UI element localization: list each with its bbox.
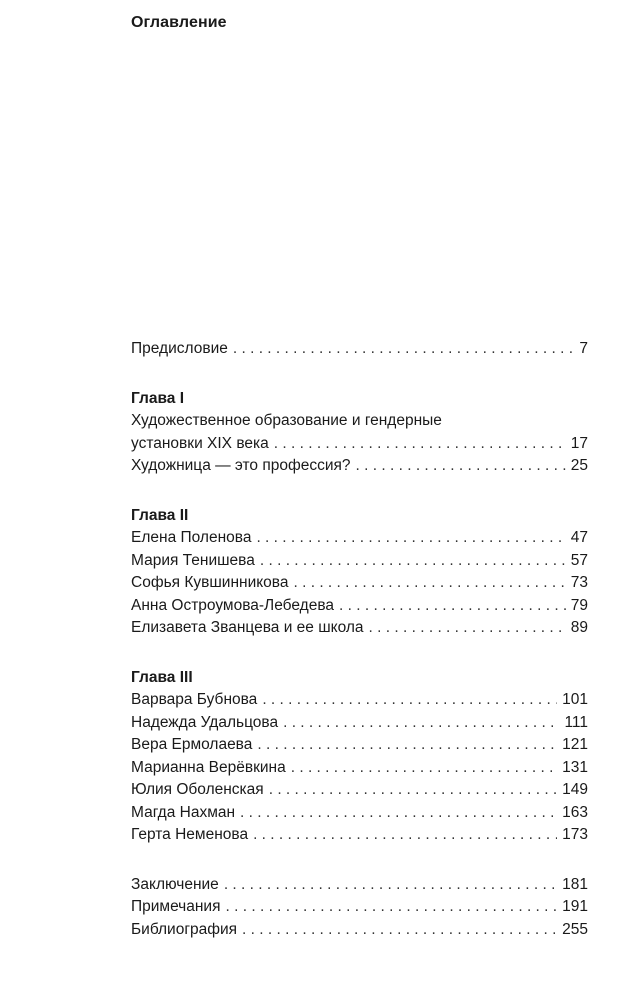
toc-entry-page: 173 <box>562 826 588 843</box>
toc-entry-title: Варвара Бубнова <box>131 691 258 708</box>
toc-entry-page: 255 <box>562 920 588 938</box>
toc-section-preface <box>131 338 588 361</box>
dot-leader <box>242 919 557 942</box>
toc-entry <box>131 433 588 456</box>
toc-entry-title-line1: Художественное образование и гендерные <box>131 412 442 429</box>
toc-entry-page: 7 <box>579 340 588 357</box>
dot-leader <box>253 824 557 847</box>
toc-section-chapter-2 <box>131 505 588 640</box>
toc-entry-title: Юлия Оболенская <box>131 781 264 798</box>
dot-leader <box>233 338 575 361</box>
dot-leader <box>226 896 558 919</box>
toc-entry-page: 79 <box>570 596 588 614</box>
toc-entry <box>131 802 588 825</box>
toc-entry-title: Магда Нахман <box>131 803 236 821</box>
toc-entry-title: Мария Тенишева <box>131 551 255 569</box>
dot-leader <box>257 734 557 757</box>
toc-entry <box>131 550 588 573</box>
toc-entry-title: Марианна Верёвкина <box>131 758 286 776</box>
dot-leader <box>356 455 566 478</box>
toc-entry <box>131 824 588 847</box>
chapter-heading: Глава III <box>131 668 193 686</box>
toc-entry-page: 47 <box>570 529 588 546</box>
toc-entry-page: 101 <box>562 691 588 708</box>
toc-entry <box>131 779 588 802</box>
toc-entry-preface <box>131 338 588 361</box>
toc-entry-page: 25 <box>570 457 588 474</box>
dot-leader <box>240 802 557 825</box>
toc-entry-title: Софья Кувшинникова <box>131 574 289 591</box>
toc-entry-title: Примечания <box>131 898 221 915</box>
toc-entry <box>131 874 588 897</box>
toc-entry-title: Анна Остроумова-Лебедева <box>131 596 334 614</box>
toc-entry-title: Библиография <box>131 920 238 938</box>
dot-leader <box>256 527 565 550</box>
toc-entry-title: Художница — это профессия? <box>131 457 351 474</box>
toc-entry-title: Предисловие <box>131 340 228 357</box>
dot-leader <box>339 595 566 618</box>
toc-entry-title: Вера Ермолаева <box>131 736 253 753</box>
toc-entry-title: Заключение <box>131 875 219 893</box>
toc-section-chapter-1 <box>131 388 588 478</box>
dot-leader <box>224 874 557 897</box>
dot-leader <box>369 617 566 640</box>
toc-entry-page: 181 <box>562 875 588 893</box>
toc-entry-title: Надежда Удальцова <box>131 713 279 731</box>
toc-entry-page: 131 <box>562 758 588 776</box>
toc-entry <box>131 689 588 712</box>
toc-entry <box>131 455 588 478</box>
toc-entry <box>131 595 588 618</box>
toc-section-back-matter <box>131 874 588 942</box>
toc-entry-page: 111 <box>564 713 588 731</box>
chapter-heading: Глава II <box>131 506 189 524</box>
toc-entry-page: 89 <box>570 619 588 636</box>
dot-leader <box>283 712 559 735</box>
toc-entry-page: 17 <box>570 434 588 452</box>
dot-leader <box>269 779 557 802</box>
toc-entry-title: Герта Неменова <box>131 826 249 843</box>
table-of-contents <box>131 338 588 968</box>
toc-entry-title: установки XIX века <box>131 434 269 452</box>
toc-entry <box>131 757 588 780</box>
dot-leader <box>291 757 557 780</box>
dot-leader <box>293 572 565 595</box>
toc-entry-page: 121 <box>562 736 588 753</box>
dot-leader <box>262 689 557 712</box>
toc-entry-title: Елена Поленова <box>131 529 252 546</box>
toc-entry <box>131 572 588 595</box>
toc-entry <box>131 734 588 757</box>
toc-entry-page: 149 <box>562 781 588 798</box>
toc-entry-page: 191 <box>562 898 588 915</box>
toc-entry <box>131 617 588 640</box>
toc-entry <box>131 896 588 919</box>
toc-entry-page: 73 <box>570 574 588 591</box>
chapter-heading: Глава I <box>131 389 185 407</box>
toc-entry <box>131 527 588 550</box>
toc-section-chapter-3 <box>131 667 588 847</box>
toc-entry <box>131 712 588 735</box>
toc-entry <box>131 919 588 942</box>
dot-leader <box>260 550 566 573</box>
toc-entry-title: Елизавета Званцева и ее школа <box>131 619 364 636</box>
page-title: Оглавление <box>131 14 227 31</box>
toc-entry-page: 57 <box>570 551 588 569</box>
toc-entry-page: 163 <box>562 803 588 821</box>
dot-leader <box>274 433 566 456</box>
